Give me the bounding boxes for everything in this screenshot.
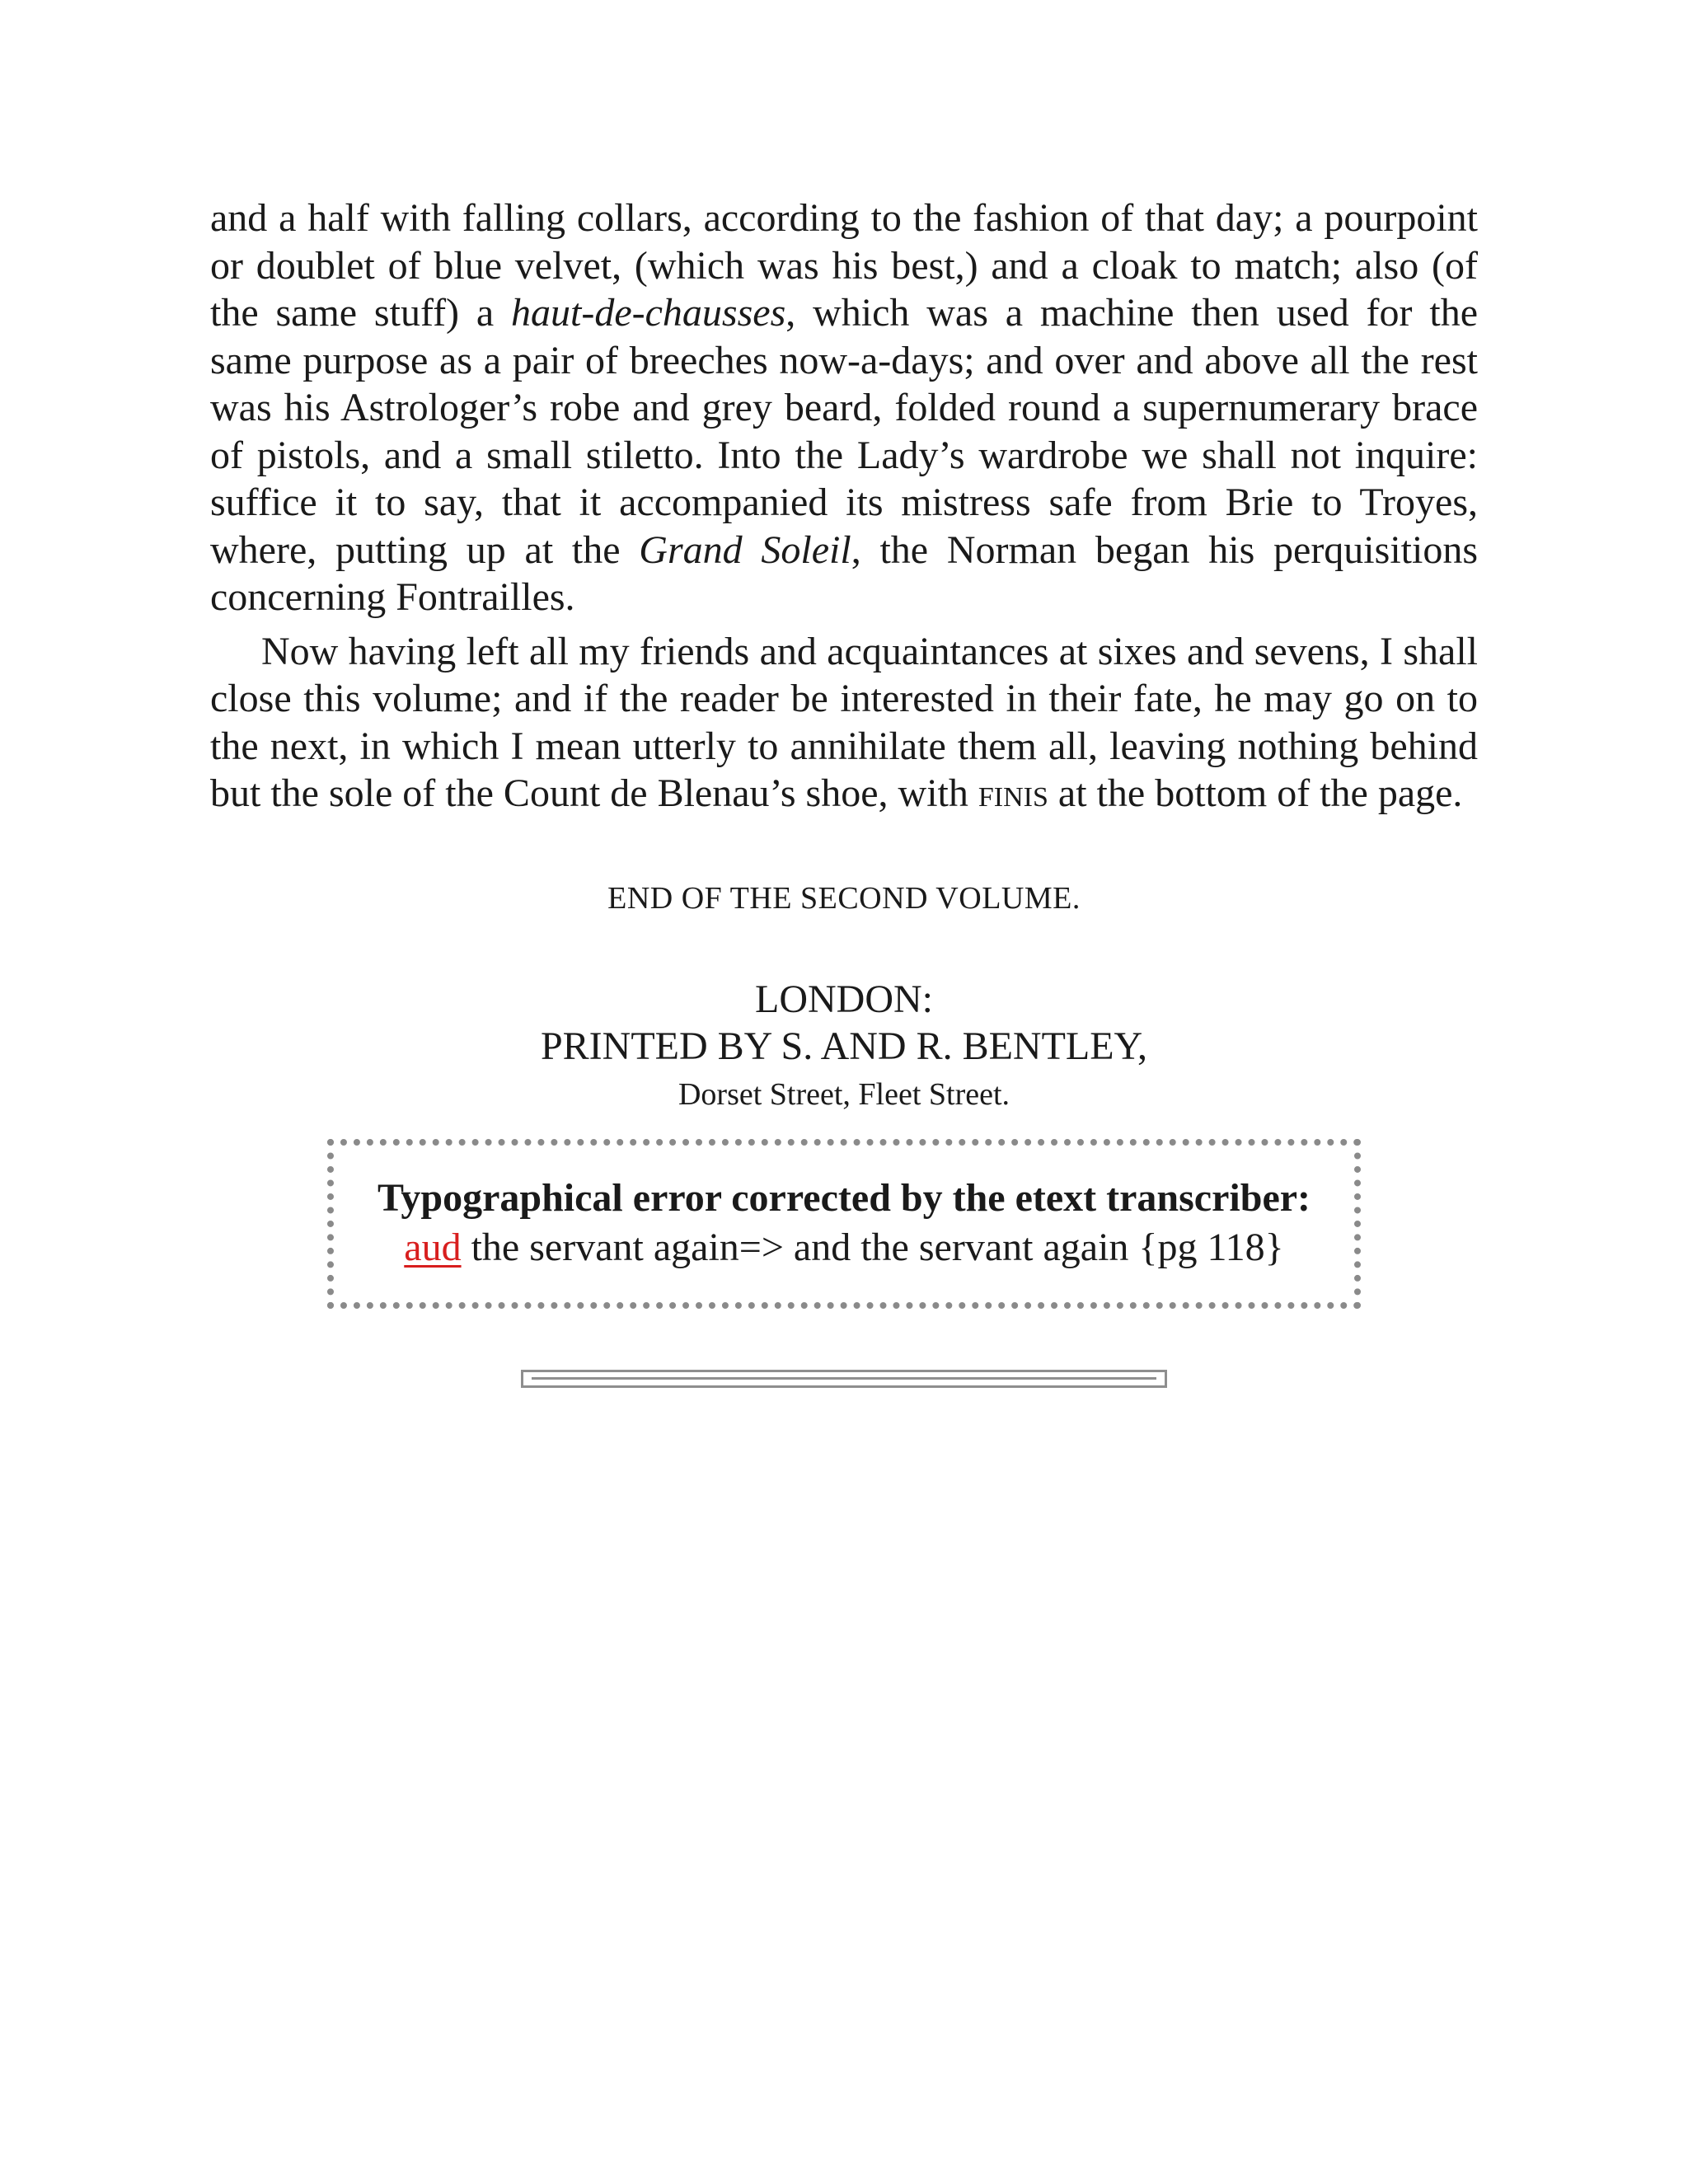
small-caps-term: finis	[978, 771, 1048, 815]
imprint-printer: PRINTED BY S. AND R. BENTLEY,	[540, 1024, 1148, 1068]
imprint-city: LONDON:	[755, 977, 933, 1021]
end-of-volume-notice: END OF THE SECOND VOLUME.	[607, 880, 1081, 916]
errata-entry	[334, 1223, 1354, 1272]
paragraph-text: , the Norman began his perquisitions concerning Fontrailles.	[210, 527, 1478, 619]
paragraph-text: at the bottom of the page.	[1048, 771, 1463, 815]
imprint-address: Dorset Street, Fleet Street.	[678, 1076, 1010, 1112]
paragraph-text: Now having left all my friends and acquaintances at sixes and sevens, I shall close this volume; and if the reader be interested in their fate, he may go on to the next, in which I mean utterly to annihilate them all, leaving nothing behind but the sole of the Count de Blenau’s shoe, with	[210, 629, 1478, 815]
errata-correction: the servant again=> and the servant again {pg 118}	[461, 1225, 1284, 1269]
body-paragraph-1	[210, 194, 1478, 621]
transcriber-errata-box	[327, 1139, 1361, 1309]
printer-imprint	[210, 976, 1478, 1114]
italic-term: Grand Soleil	[639, 527, 851, 572]
page-content	[210, 194, 1478, 1388]
paragraph-text: and a half with falling collars, according to the fashion of that day; a pourpoint or doublet of blue velvet, (which was his best,) and a cloak to match; also (of the same stuff) a	[210, 196, 1478, 335]
error-word-link[interactable]: aud	[404, 1225, 462, 1269]
italic-term: haut-de-chausses	[511, 291, 786, 335]
body-paragraph-2	[210, 628, 1478, 818]
paragraph-text: , which was a machine then used for the same purpose as a pair of breeches now-a-days; and over and above all the rest was his Astrologer’s robe and grey beard, folded round a supernumerary brace of pistols, and a small stiletto. Into the Lady’s wardrobe we shall not inquire: suffice it to say, that it accompanied its mistress safe from Brie to Troyes, where, putting up at the	[210, 291, 1478, 572]
double-rule-divider	[521, 1370, 1167, 1388]
errata-heading: Typographical error corrected by the etext transcriber:	[377, 1175, 1311, 1220]
